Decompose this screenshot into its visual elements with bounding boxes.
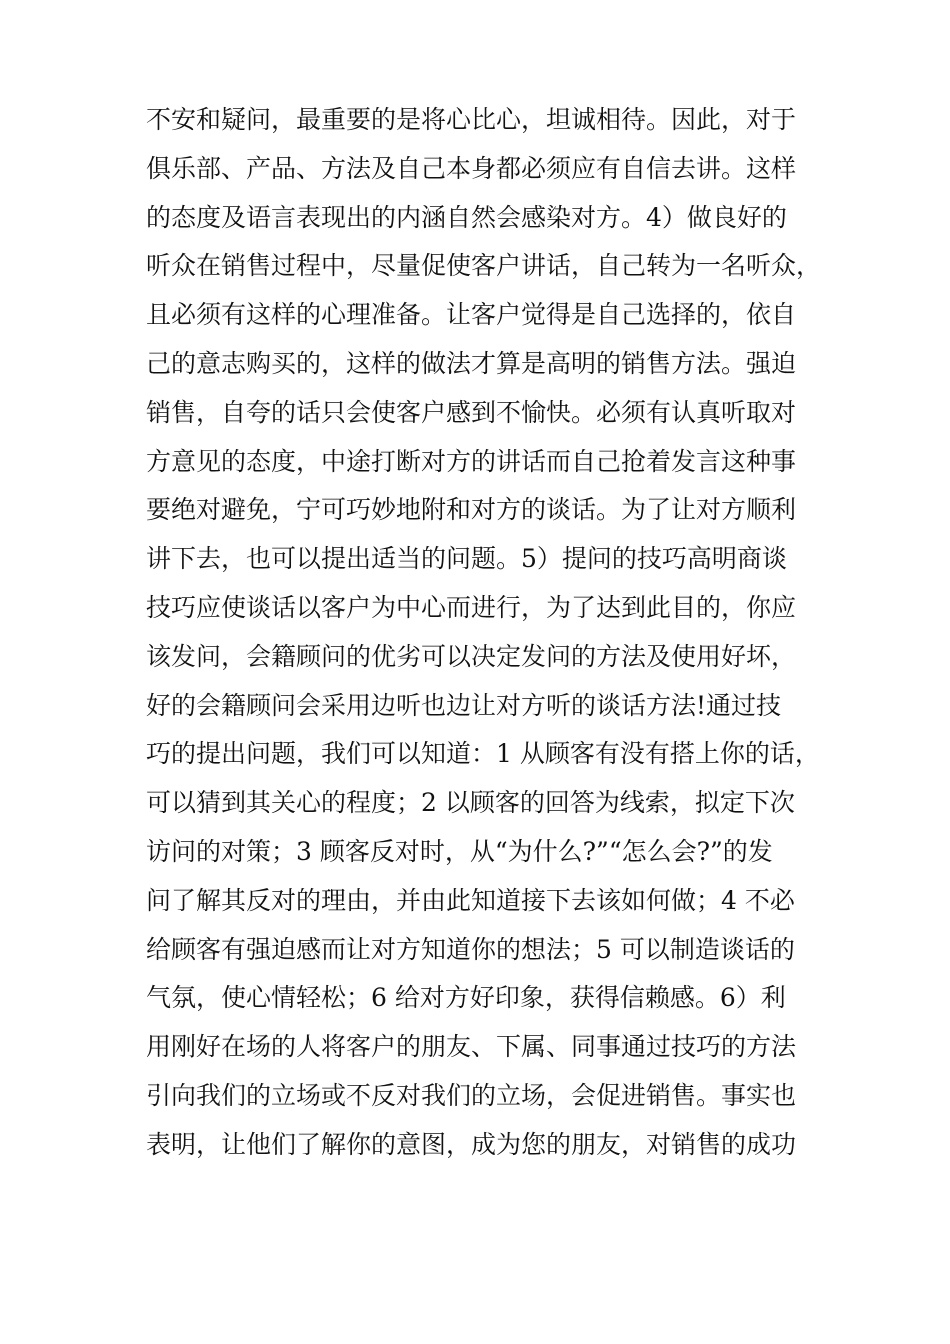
text-line-3: 的态度及语言表现出的内涵自然会感染对方。4）做良好的 (146, 202, 787, 232)
text-line-17: 问了解其反对的理由，并由此知道接下去该如何做；4 不必 (146, 885, 795, 915)
text-line-19: 气氛，使心情轻松；6 给对方好印象，获得信赖感。6）利 (146, 983, 786, 1013)
text-line-2: 俱乐部、产品、方法及自己本身都必须应有自信去讲。这样 (146, 153, 797, 183)
text-line-20: 用刚好在场的人将客户的朋友、下属、同事通过技巧的方法 (146, 1032, 797, 1062)
text-line-5: 且必须有这样的心理准备。让客户觉得是自己选择的，依自 (146, 300, 797, 330)
text-line-12: 该发问，会籍顾问的优劣可以决定发问的方法及使用好坏， (146, 641, 797, 671)
text-line-13: 好的会籍顾问会采用边听也边让对方听的谈话方法!通过技 (146, 690, 782, 720)
text-line-11: 技巧应使谈话以客户为中心而进行，为了达到此目的，你应 (146, 592, 797, 622)
text-line-14: 巧的提出问题，我们可以知道：1 从顾客有没有搭上你的话， (146, 739, 820, 769)
text-line-6: 己的意志购买的，这样的做法才算是高明的销售方法。强迫 (146, 348, 797, 378)
text-line-16: 访问的对策；3 顾客反对时，从“为什么?”“怎么会?”的发 (146, 836, 773, 866)
text-line-22: 表明，让他们了解你的意图，成为您的朋友，对销售的成功 (146, 1129, 797, 1159)
text-line-21: 引向我们的立场或不反对我们的立场，会促进销售。事实也 (146, 1080, 797, 1110)
text-line-8: 方意见的态度，中途打断对方的讲话而自己抢着发言这种事 (146, 446, 797, 476)
body-text (146, 96, 822, 1170)
text-line-9: 要绝对避免，宁可巧妙地附和对方的谈话。为了让对方顺利 (146, 495, 797, 525)
text-line-4: 听众在销售过程中，尽量促使客户讲话，自己转为一名听众， (146, 251, 822, 281)
text-line-15: 可以猜到其关心的程度；2 以顾客的回答为线索，拟定下次 (146, 788, 795, 818)
text-line-18: 给顾客有强迫感而让对方知道你的想法；5 可以制造谈话的 (146, 934, 795, 964)
text-line-1: 不安和疑问，最重要的是将心比心，坦诚相待。因此，对于 (146, 105, 797, 134)
text-line-7: 销售，自夸的话只会使客户感到不愉快。必须有认真听取对 (146, 397, 797, 427)
text-line-10: 讲下去，也可以提出适当的问题。5）提问的技巧高明商谈 (146, 544, 787, 574)
